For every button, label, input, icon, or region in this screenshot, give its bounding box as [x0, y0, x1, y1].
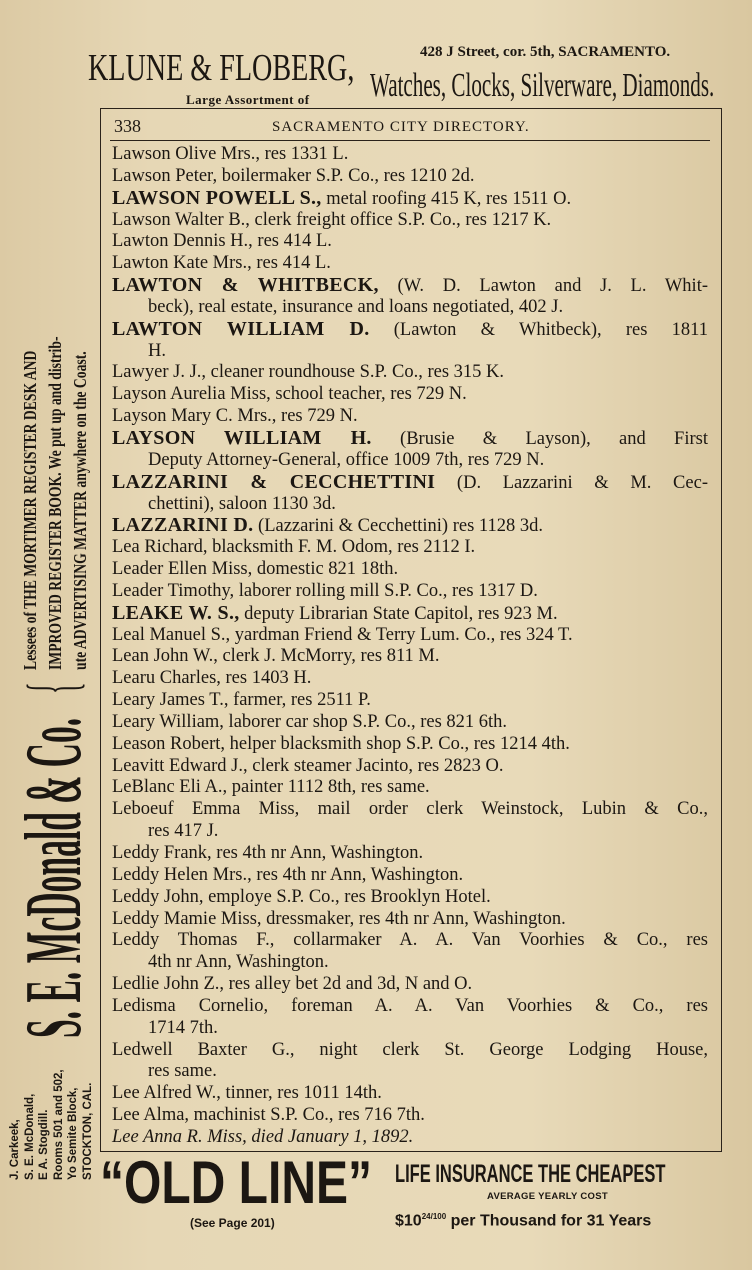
entry-continuation-line [112, 341, 708, 363]
entry-text: Leader Timothy, laborer rolling mill S.P. Co., res 1317 D. [112, 580, 538, 601]
entry-text: Leal Manuel S., yardman Friend & Terry Lum. Co., res 324 T. [112, 624, 573, 645]
entry-line [112, 1083, 708, 1105]
entry-text: Leason Robert, helper blacksmith shop S.P. Co., res 1214 4th. [112, 733, 570, 754]
see-page-reference: (See Page 201) [190, 1216, 275, 1230]
entry-line [112, 515, 708, 537]
entry-line [112, 472, 708, 494]
entry-line [112, 843, 708, 865]
entry-line [112, 384, 708, 406]
entry-continuation-line [112, 821, 708, 843]
entry-line [112, 253, 708, 275]
entry-text: H. [148, 340, 166, 361]
partners-line: E A. Stogdill. [38, 1109, 50, 1180]
entry-text: Lawson Peter, boilermaker S.P. Co., res 1210 2d. [112, 165, 475, 186]
entry-continuation-line [112, 297, 708, 319]
entry-line [112, 275, 708, 297]
entry-text: LeBlanc Eli A., painter 1112 8th, res same. [112, 777, 430, 798]
directory-entry [112, 996, 708, 1040]
advertiser-tagline: Large Assortment of [186, 92, 310, 107]
entry-bold-name: LEAKE W. S., [112, 601, 240, 624]
entry-continuation-line [112, 1018, 708, 1040]
entry-text: Lawson Olive Mrs., res 1331 L. [112, 144, 349, 164]
lessees-line: Lessees of THE MORTIMER REGISTER DESK AND [20, 350, 40, 670]
entry-line [112, 559, 708, 581]
side-advertisement [0, 100, 100, 1180]
directory-entry [112, 1105, 708, 1127]
cost-label: AVERAGE YEARLY COST [487, 1191, 608, 1202]
entry-text: 1714 7th. [148, 1017, 218, 1038]
directory-entry [112, 756, 708, 778]
entry-text: metal roofing 415 K, res 1511 O. [321, 188, 572, 209]
entry-line [112, 625, 708, 647]
entry-text: Lawson Walter B., clerk freight office S.P. Co., res 1217 K. [112, 209, 552, 230]
entry-text: Deputy Attorney-General, office 1009 7th, res 729 N. [148, 449, 545, 470]
directory-entry [112, 1083, 708, 1105]
entry-line [112, 799, 708, 821]
entry-line [112, 581, 708, 603]
price-dollars: $10 [395, 1212, 422, 1230]
entry-line [112, 319, 708, 341]
entry-text: Ledisma Cornelio, foreman A. A. Van Voorhies & Co., res [112, 995, 708, 1016]
entry-text: res 417 J. [148, 821, 219, 842]
entry-line [112, 930, 708, 952]
lessees-line: ute ADVERTISING MATTER anywhere on the Coast. [70, 351, 90, 670]
partners-block [8, 1042, 95, 1180]
partners-line: J. Carkeek, [9, 1119, 21, 1180]
price-line [395, 1207, 651, 1231]
entry-text: Lea Richard, blacksmith F. M. Odom, res 2112 I. [112, 537, 476, 558]
entry-text: Leary James T., farmer, res 2511 P. [112, 690, 371, 711]
directory-entry [112, 384, 708, 406]
entry-text: Lean John W., clerk J. McMorry, res 811 M. [112, 646, 440, 667]
directory-entry [112, 581, 708, 603]
directory-entry [112, 734, 708, 756]
entry-text: (Lazzarini & Cecchettini) res 1128 3d. [253, 516, 543, 537]
directory-entry [112, 777, 708, 799]
entry-line [112, 974, 708, 996]
entry-text: Leddy Frank, res 4th nr Ann, Washington. [112, 843, 424, 863]
entry-text: Lee Anna R. Miss, died January 1, 1892. [112, 1126, 414, 1147]
advertiser-address: 428 J Street, cor. 5th, SACRAMENTO. [420, 44, 671, 60]
entry-text: Ledlie John Z., res alley bet 2d and 3d, N and O. [112, 974, 473, 995]
directory-entry [112, 559, 708, 581]
entry-line [112, 231, 708, 253]
entry-text: Leavitt Edward J., clerk steamer Jacinto, res 2823 O. [112, 755, 504, 776]
directory-entry [112, 144, 708, 166]
directory-entry [112, 166, 708, 188]
entry-text: Layson Mary C. Mrs., res 729 N. [112, 406, 358, 427]
entry-continuation-line [112, 1061, 708, 1083]
entry-text: 4th nr Ann, Washington. [148, 952, 329, 973]
price-cents: 24/100 [421, 1212, 447, 1221]
entry-line [112, 1105, 708, 1127]
entry-line [112, 210, 708, 232]
entry-text: beck), real estate, insurance and loans negotiated, 402 J. [148, 296, 564, 317]
entry-continuation-line [112, 952, 708, 974]
side-firm-name: S. E. McDonald & Co. [10, 717, 98, 1038]
directory-entry [112, 253, 708, 275]
entry-text: Leddy Mamie Miss, dressmaker, res 4th nr Ann, Washington. [112, 908, 566, 929]
entry-text: Leary William, laborer car shop S.P. Co., res 821 6th. [112, 711, 508, 732]
directory-entry [112, 406, 708, 428]
entry-line [112, 188, 708, 210]
entry-text: Ledwell Baxter G., night clerk St. George Lodging House, [112, 1039, 708, 1060]
directory-entries [112, 144, 708, 1149]
advertiser-goods: Watches, Clocks, Silverware, Diamonds. [370, 67, 715, 104]
entry-text: Lawton Kate Mrs., res 414 L. [112, 253, 331, 274]
entry-line [112, 362, 708, 384]
entry-line [112, 712, 708, 734]
directory-entry [112, 1127, 708, 1149]
directory-entry [112, 887, 708, 909]
page-number: 338 [114, 116, 141, 136]
directory-entry [112, 625, 708, 647]
entry-text: chettini), saloon 1130 3d. [148, 493, 336, 514]
entry-line [112, 537, 708, 559]
price-rest: per Thousand for 31 Years [446, 1212, 652, 1230]
entry-line [112, 777, 708, 799]
entry-text: Lawton Dennis H., res 414 L. [112, 231, 332, 252]
entry-line [112, 646, 708, 668]
directory-entry [112, 188, 708, 210]
directory-entry [112, 865, 708, 887]
entry-line [112, 734, 708, 756]
entry-text: Leboeuf Emma Miss, mail order clerk Weinstock, Lubin & Co., [112, 799, 708, 820]
footer-headline: “OLD LINE” [100, 1149, 372, 1216]
entry-text: (Lawton & Whitbeck), res 1811 [369, 319, 708, 340]
advertiser-name: KLUNE & FLOBERG, [88, 47, 355, 89]
directory-entry [112, 712, 708, 734]
entry-text: (D. Lazzarini & M. Cec- [435, 472, 708, 493]
directory-entry [112, 210, 708, 232]
entry-line [112, 406, 708, 428]
directory-entry [112, 537, 708, 559]
entry-bold-name: LAWSON POWELL S., [112, 186, 322, 209]
entry-line [112, 887, 708, 909]
entry-line [112, 603, 708, 625]
directory-entry [112, 472, 708, 516]
directory-entry [112, 646, 708, 668]
directory-entry [112, 319, 708, 363]
lessees-line: IMPROVED REGISTER BOOK. We put up and distrib- [45, 336, 65, 670]
partners-line: Yo Semite Block, [67, 1087, 79, 1180]
running-title: SACRAMENTO CITY DIRECTORY. [272, 119, 530, 135]
directory-entry [112, 428, 708, 472]
lessees-text [18, 100, 93, 670]
partners-line: STOCKTON, CAL. [81, 1082, 94, 1180]
entry-line [112, 865, 708, 887]
directory-entry [112, 603, 708, 625]
directory-entry [112, 231, 708, 253]
directory-entry [112, 690, 708, 712]
entry-text: res same. [148, 1061, 217, 1082]
entry-continuation-line [112, 494, 708, 516]
directory-entry [112, 1040, 708, 1084]
directory-entry [112, 362, 708, 384]
entry-text: (Brusie & Layson), and First [371, 428, 708, 449]
entry-line [112, 428, 708, 450]
directory-entry [112, 909, 708, 931]
entry-text: Lee Alma, machinist S.P. Co., res 716 7th. [112, 1105, 425, 1126]
entry-continuation-line [112, 450, 708, 472]
entry-text: Leddy John, employe S.P. Co., res Brooklyn Hotel. [112, 886, 491, 907]
entry-line [112, 166, 708, 188]
entry-line [112, 144, 708, 166]
directory-entry [112, 515, 708, 537]
entry-text: (W. D. Lawton and J. L. Whit- [378, 276, 708, 297]
entry-bold-name: LAYSON WILLIAM H. [112, 426, 372, 449]
entry-text: Leader Ellen Miss, domestic 821 18th. [112, 559, 399, 580]
entry-text: Lawyer J. J., cleaner roundhouse S.P. Co., res 315 K. [112, 362, 505, 383]
entry-line [112, 909, 708, 931]
partners-line: Rooms 501 and 502, [52, 1069, 65, 1180]
directory-entry [112, 930, 708, 974]
entry-line [112, 1127, 708, 1149]
entry-text: Layson Aurelia Miss, school teacher, res 729 N. [112, 384, 467, 405]
entry-line [112, 756, 708, 778]
entry-text: Leddy Thomas F., collarmaker A. A. Van Voorhies & Co., res [112, 930, 708, 951]
directory-entry [112, 668, 708, 690]
entry-bold-name: LAZZARINI D. [112, 514, 254, 537]
entry-bold-name: LAWTON WILLIAM D. [112, 317, 370, 340]
entry-text: Learu Charles, res 1403 H. [112, 668, 312, 689]
directory-entry [112, 275, 708, 319]
entry-line [112, 668, 708, 690]
entry-text: Leddy Helen Mrs., res 4th nr Ann, Washington. [112, 864, 464, 885]
header-rule [110, 140, 710, 141]
directory-entry [112, 843, 708, 865]
partners-line: S. E. McDonald, [23, 1093, 36, 1180]
entry-line [112, 996, 708, 1018]
entry-text: deputy Librarian State Capitol, res 923 M. [239, 603, 558, 624]
entry-line [112, 690, 708, 712]
footer-claim: LIFE INSURANCE THE CHEAPEST [395, 1160, 666, 1188]
entry-text: Lee Alfred W., tinner, res 1011 14th. [112, 1083, 382, 1104]
entry-bold-name: LAZZARINI & CECCHETTINI [112, 470, 436, 493]
entry-line [112, 1040, 708, 1062]
directory-entry [112, 799, 708, 843]
entry-bold-name: LAWTON & WHITBECK, [112, 274, 379, 297]
directory-entry [112, 974, 708, 996]
brace-ornament: { [14, 682, 91, 694]
